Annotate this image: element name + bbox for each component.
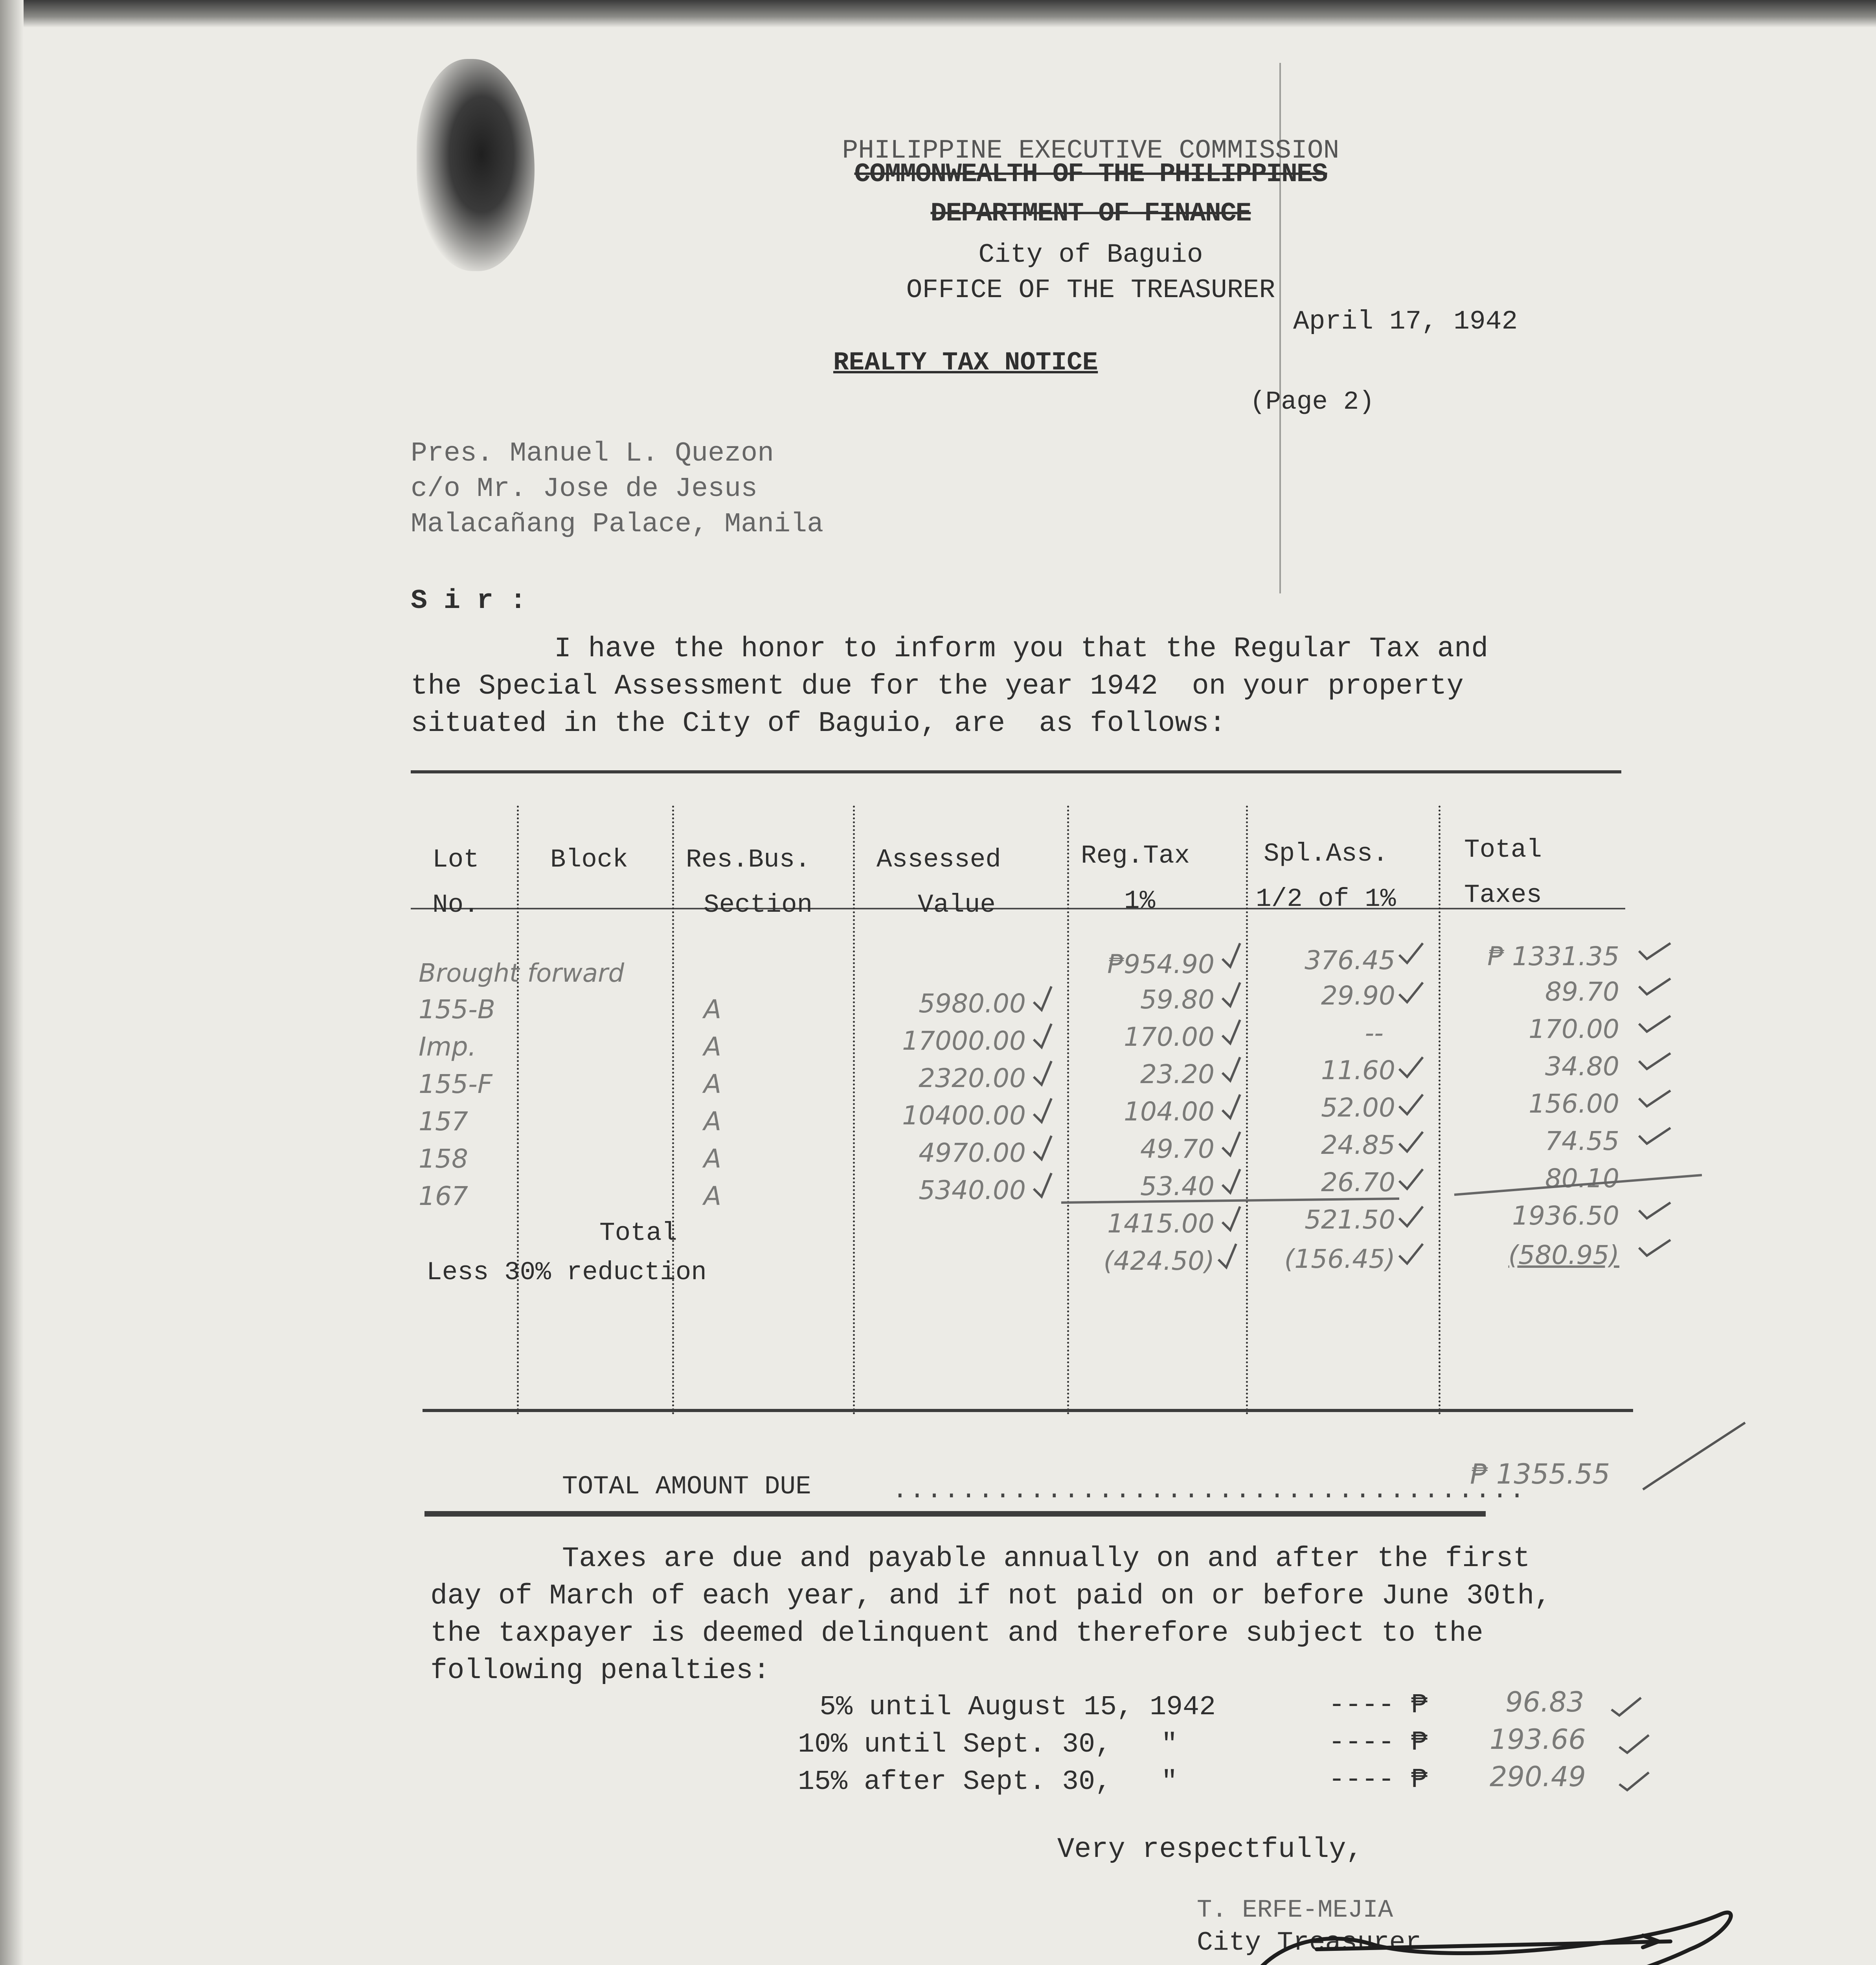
scan-left-edge xyxy=(0,0,24,1965)
row-6-total: 80.10 xyxy=(1545,1163,1619,1194)
col-sep-1 xyxy=(517,806,523,1415)
brought-forward-reg: ₱954.90 xyxy=(1107,949,1215,979)
row-6-spl: 26.70 xyxy=(1321,1167,1395,1197)
terms-line1: Taxes are due and payable annually on and after the first xyxy=(562,1543,1530,1575)
letterhead-struck2: DEPARTMENT OF FINANCE xyxy=(930,198,1251,229)
total-due-rule xyxy=(424,1511,1486,1517)
terms-line4: following penalties: xyxy=(430,1655,770,1687)
notice-title: REALTY TAX NOTICE xyxy=(833,348,1098,377)
row-2-section: A xyxy=(704,1032,722,1062)
row-2-total: 170.00 xyxy=(1529,1014,1619,1044)
salutation: S i r : xyxy=(411,586,527,617)
header-lot-sub: No. xyxy=(432,890,479,920)
brought-forward-label: Brought forward xyxy=(419,959,625,988)
reduction-reg: (424.50) xyxy=(1103,1246,1215,1276)
closing: Very respectfully, xyxy=(1057,1833,1363,1866)
terms-line3: the taxpayer is deemed delinquent and therefore subject to the xyxy=(430,1617,1483,1649)
row-1-lot: 155-B xyxy=(419,994,496,1025)
row-3-section: A xyxy=(704,1069,722,1099)
header-lot: Lot xyxy=(432,845,479,874)
signatory-title: City Treasurer xyxy=(1197,1928,1422,1958)
row-2-assessed: 17000.00 xyxy=(902,1026,1026,1056)
header-reg-sub: 1% xyxy=(1124,886,1156,916)
penalty-2-currency: ---- ₱ xyxy=(1328,1727,1428,1758)
terms-line2: day of March of each year, and if not paid on or before June 30th, xyxy=(430,1580,1551,1612)
table-bottom-rule xyxy=(423,1409,1633,1412)
total-reg: 1415.00 xyxy=(1107,1208,1215,1239)
row-1-total: 89.70 xyxy=(1545,977,1619,1007)
letterhead-line1: PHILIPPINE EXECUTIVE COMMISSION xyxy=(842,136,1339,166)
penalty-1-text: 5% until August 15, 1942 xyxy=(819,1692,1216,1723)
col-sep-6 xyxy=(1439,806,1444,1415)
letterhead-office: OFFICE OF THE TREASURER xyxy=(906,275,1275,305)
header-spl-sub: 1/2 of 1% xyxy=(1256,884,1396,914)
header-assessed-sub: Value xyxy=(918,890,996,920)
signature-scribble xyxy=(0,0,4,4)
row-6-reg: 53.40 xyxy=(1140,1171,1215,1201)
row-2-lot: Imp. xyxy=(419,1032,476,1062)
header-assessed: Assessed xyxy=(876,845,1001,874)
reduction-spl: (156.45) xyxy=(1284,1244,1395,1274)
row-1-assessed: 5980.00 xyxy=(919,988,1026,1019)
row-4-assessed: 10400.00 xyxy=(902,1100,1026,1131)
col-sep-3 xyxy=(853,806,859,1415)
signatory-name: T. ERFE-MEJIA xyxy=(1197,1896,1393,1925)
row-1-spl: 29.90 xyxy=(1321,981,1395,1011)
penalty-1-amount: 96.83 xyxy=(1505,1686,1584,1718)
row-6-assessed: 5340.00 xyxy=(919,1175,1026,1205)
notice-date: April 17, 1942 xyxy=(1293,307,1518,337)
total-total: 1936.50 xyxy=(1512,1201,1619,1231)
row-6-lot: 167 xyxy=(419,1181,468,1211)
row-5-section: A xyxy=(704,1144,722,1174)
row-4-section: A xyxy=(704,1106,722,1137)
penalty-3-currency: ---- ₱ xyxy=(1328,1765,1428,1796)
total-due-leader: ..................................... xyxy=(892,1476,1527,1505)
header-reg: Reg.Tax xyxy=(1081,841,1190,870)
penalty-2-text: 10% until Sept. 30, " xyxy=(798,1729,1178,1760)
intro-line1: I have the honor to inform you that the Regular Tax and xyxy=(554,633,1488,665)
letterhead-struck1: COMMONWEALTH OF THE PHILIPPINES xyxy=(854,159,1327,189)
intro-line3: situated in the City of Baguio, are as follows: xyxy=(411,707,1226,740)
penalty-3-amount: 290.49 xyxy=(1490,1761,1586,1793)
row-5-reg: 49.70 xyxy=(1140,1134,1215,1164)
total-due-label: TOTAL AMOUNT DUE xyxy=(562,1472,811,1501)
row-1-reg: 59.80 xyxy=(1140,984,1215,1015)
addressee-line3: Malacañang Palace, Manila xyxy=(411,509,824,540)
ink-smudge xyxy=(417,59,535,271)
row-5-spl: 24.85 xyxy=(1321,1130,1395,1160)
header-block: Block xyxy=(550,845,628,874)
brought-forward-spl: 376.45 xyxy=(1305,945,1395,975)
total-label: Total xyxy=(599,1218,678,1248)
row-4-lot: 157 xyxy=(419,1106,468,1137)
penalty-2-amount: 193.66 xyxy=(1490,1723,1586,1756)
row-3-lot: 155-F xyxy=(419,1069,492,1099)
header-total-sub: Taxes xyxy=(1464,880,1542,910)
row-1-section: A xyxy=(704,994,722,1025)
col-sep-2 xyxy=(672,806,678,1415)
row-3-assessed: 2320.00 xyxy=(919,1063,1026,1093)
addressee-line2: c/o Mr. Jose de Jesus xyxy=(411,474,758,505)
col-sep-4 xyxy=(1067,806,1073,1415)
row-3-reg: 23.20 xyxy=(1140,1059,1215,1089)
penalty-3-text: 15% after Sept. 30, " xyxy=(798,1767,1178,1798)
header-total: Total xyxy=(1464,835,1542,865)
header-section-sub: Section xyxy=(704,890,813,920)
brought-forward-total: ₱ 1331.35 xyxy=(1487,941,1619,971)
table-top-rule xyxy=(411,770,1621,773)
row-6-section: A xyxy=(704,1181,722,1211)
reduction-label: Less 30% reduction xyxy=(426,1258,707,1287)
row-3-spl: 11.60 xyxy=(1321,1055,1395,1085)
header-section: Res.Bus. xyxy=(686,845,810,874)
total-spl: 521.50 xyxy=(1305,1205,1395,1235)
intro-line2: the Special Assessment due for the year 1942 on your property xyxy=(411,670,1464,702)
penalty-1-currency: ---- ₱ xyxy=(1328,1690,1428,1721)
row-2-reg: 170.00 xyxy=(1124,1022,1215,1052)
row-4-total: 156.00 xyxy=(1529,1089,1619,1119)
addressee-line1: Pres. Manuel L. Quezon xyxy=(411,438,774,469)
row-3-total: 34.80 xyxy=(1545,1051,1619,1082)
reduction-total: (580.95) xyxy=(1508,1240,1619,1270)
row-4-spl: 52.00 xyxy=(1321,1093,1395,1123)
row-5-lot: 158 xyxy=(419,1144,468,1174)
row-5-total: 74.55 xyxy=(1545,1126,1619,1156)
scan-top-edge xyxy=(0,0,1876,28)
row-4-reg: 104.00 xyxy=(1124,1096,1215,1127)
header-spl: Spl.Ass. xyxy=(1264,839,1388,869)
row-5-assessed: 4970.00 xyxy=(919,1138,1026,1168)
col-sep-5 xyxy=(1246,806,1252,1415)
total-due-amount: ₱ 1355.55 xyxy=(1470,1458,1610,1490)
row-2-spl: -- xyxy=(1365,1018,1384,1048)
letterhead-city: City of Baguio xyxy=(978,240,1203,270)
page-label: (Page 2) xyxy=(1250,387,1374,417)
